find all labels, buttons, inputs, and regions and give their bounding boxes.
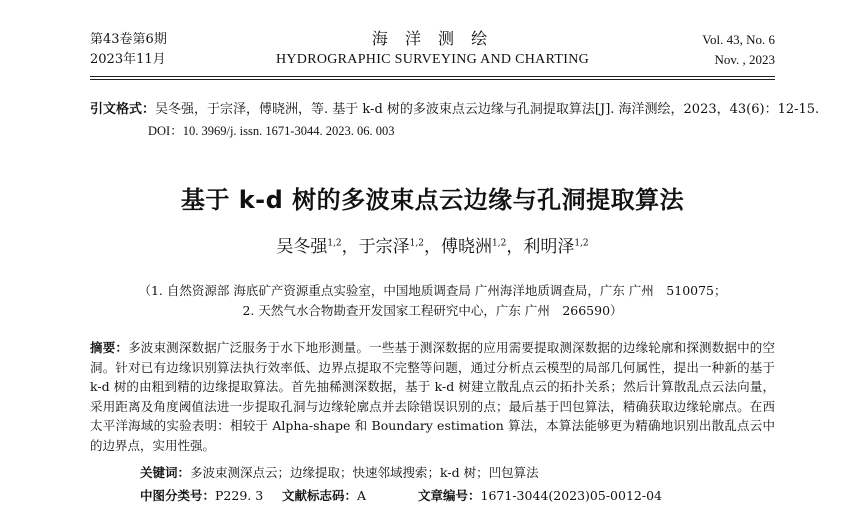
keywords-line	[140, 463, 539, 481]
clc-label: 中图分类号：	[140, 488, 216, 503]
header-issue-cn: 第43卷第6期	[90, 32, 167, 47]
abstract-text: 多波束测深数据广泛服务于水下地形测量。一些基于测深数据的应用需要提取测深数据的边缘轮廓和探测数据中的空洞。针对已有边缘识别算法执行效率低、边界点提取不完整等问题，通过分析点云模型的局部几何属性，提出一种新的基于 k-d 树的由粗到精的边缘提取算法。首先抽稀测深数据，基于 k-d 树建立散乱点云的拓扑关系；然后计算散乱点云法向量，采用距离及角度阈值法进一步提取孔洞与边缘轮廓点并去除错误识别的点；最后基于凹包算法，精确获取边缘轮廓点。在西太平洋海域的实验表明：相较于 Alpha-shape 和 Boundary estimation 算法，本算法能够更为精确地识别出散乱点云中的边界点，实用性强。	[90, 340, 775, 453]
header-rule-bottom	[90, 79, 775, 80]
header-volume-block	[702, 30, 775, 70]
article-number-value: 1671-3044(2023)05-0012-04	[480, 488, 662, 503]
author-list: 吴冬强$^{1,2}$，于宗泽$^{1,2}$，傅晓洲$^{1,2}$，利明泽$^{1,2}$	[276, 237, 589, 257]
abstract	[90, 338, 775, 456]
author-name: 傅晓洲	[441, 237, 492, 257]
author-affiliation-sup: 1,2	[492, 238, 507, 249]
affiliation-line: 2. 天然气水合物勘查开发国家工程研究中心，广东 广州 266590）	[242, 303, 623, 318]
author-name: 利明泽	[523, 237, 575, 257]
author-affiliation-sup: 1,2	[327, 238, 342, 249]
citation-label: 引文格式：	[90, 102, 156, 117]
header-rule-top	[90, 76, 775, 77]
citation-text: 吴冬强，于宗泽，傅晓洲，等. 基于 k-d 树的多波束点云边缘与孔洞提取算法[J]. 海洋测绘，2023，43(6)：12-15.	[155, 102, 820, 117]
citation-doi[interactable]: DOI：10. 3969/j. issn. 1671-3044. 2023. 06. 003	[148, 124, 395, 138]
paper-title: 基于 k-d 树的多波束点云边缘与孔洞提取算法	[180, 186, 685, 214]
citation-line	[90, 98, 819, 122]
author-name: 于宗泽	[358, 237, 410, 257]
abstract-label: 摘要：	[90, 340, 129, 355]
header-date-en: Nov. , 2023	[714, 52, 775, 67]
doc-code-label: 文献标志码：	[282, 488, 358, 503]
journal-name-cn: 海 洋 测 绘	[371, 29, 494, 48]
document-code	[282, 486, 366, 504]
doc-code-value: A	[357, 488, 367, 503]
clc-value: P229. 3	[215, 488, 264, 503]
header-date-cn: 2023年11月	[90, 52, 166, 67]
affiliation-line: （1. 自然资源部 海底矿产资源重点实验室，中国地质调查局 广州海洋地质调查局，广东 广州 510075；	[138, 283, 727, 298]
author-name: 吴冬强	[276, 237, 328, 257]
keywords-label: 关键词：	[140, 465, 191, 480]
article-number	[418, 486, 662, 504]
header-vol-en: Vol. 43, No. 6	[702, 32, 775, 47]
clc-number	[140, 486, 263, 504]
keywords-text: 多波束测深点云；边缘提取；快速邻域搜索；k-d 树；凹包算法	[190, 465, 539, 480]
author-affiliation-sup: 1,2	[574, 238, 589, 249]
article-number-label: 文章编号：	[418, 488, 481, 503]
author-affiliation-sup: 1,2	[409, 238, 424, 249]
journal-name-en: HYDROGRAPHIC SURVEYING AND CHARTING	[275, 52, 590, 67]
